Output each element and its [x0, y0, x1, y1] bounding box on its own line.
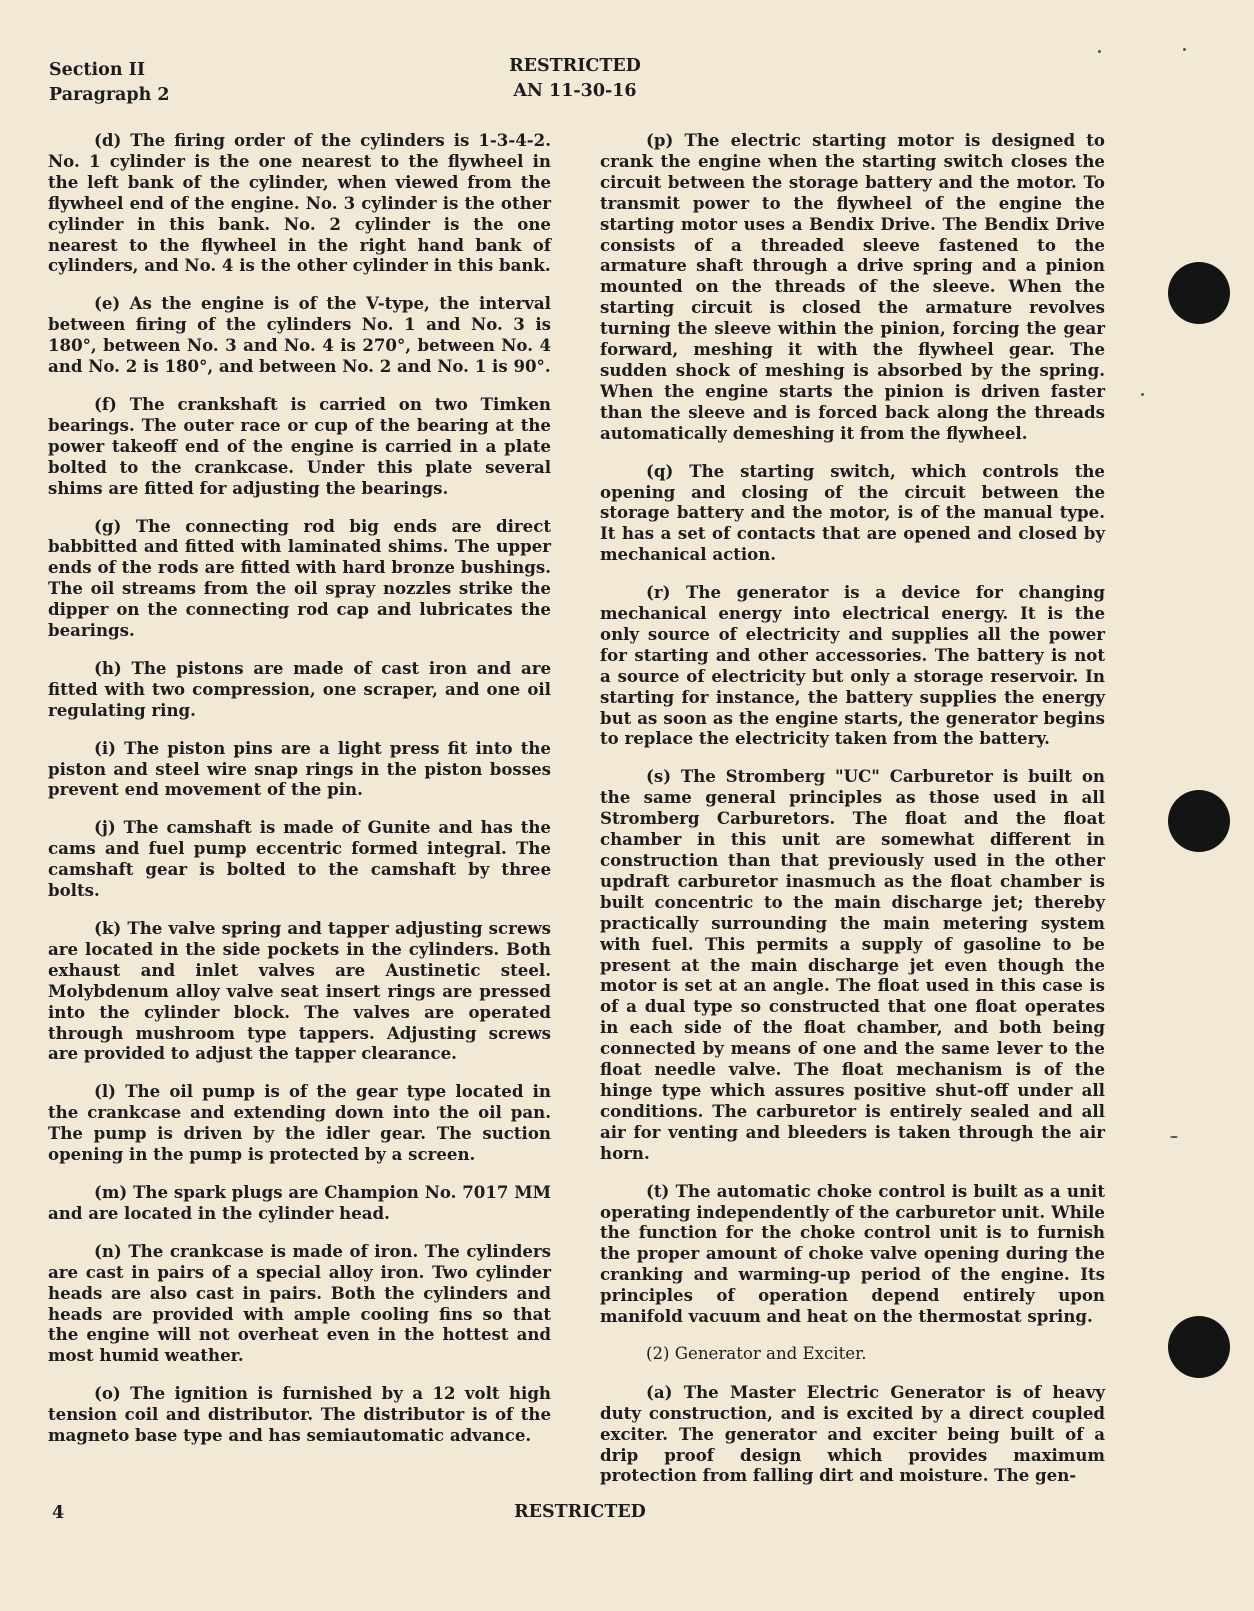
paragraph-h: (h) The pistons are made of cast iron and are fitted with two compression, one scraper, and one oil regulating ring. — [48, 657, 551, 720]
paragraph-g: (g) The connecting rod big ends are direct babbitted and fitted with laminated shims. The upper ends of the rods are fitted with hard bronze bushings. The oil streams from the oil spray nozzles strike the dipper on the connecting rod cap and lubricates the bearings. — [48, 515, 551, 641]
section-title: Section II — [49, 60, 146, 80]
binder-hole-top — [1168, 262, 1230, 324]
subheading-generator-exciter: (2) Generator and Exciter. — [646, 1343, 867, 1363]
binder-hole-bottom — [1168, 1316, 1230, 1378]
left-column — [48, 130, 551, 1463]
paragraph-q: (q) The starting switch, which controls the opening and closing of the circuit between the storage battery and the motor, is of the manual type. It has a set of contacts that are opened and closed by mechanical action. — [600, 460, 1105, 565]
paragraph-o: (o) The ignition is furnished by a 12 volt high tension coil and distributor. The distributor is of the magneto base type and has semiautomatic advance. — [48, 1383, 551, 1446]
paragraph-p: (p) The electric starting motor is designed to crank the engine when the starting switch closes the circuit between the storage battery and the motor. To transmit power to the flywheel of the engine the starting motor uses a Bendix Drive. The Bendix Drive consists of a threaded sleeve fastened to the armature shaft through a drive spring and a pinion mounted on the threads of the sleeve. When the starting circuit is closed the armature revolves turning the sleeve within the pinion, forcing the gear forward, meshing it with the flywheel gear. The sudden shock of meshing is absorbed by the spring. When the engine starts the pinion is driven faster than the sleeve and is forced back along the threads automatically demeshing it from the flywheel. — [600, 130, 1105, 443]
paragraph-k: (k) The valve spring and tapper adjusting screws are located in the side pockets in the cylinders. Both exhaust and inlet valves are Austinetic steel. Molybdenum alloy valve seat insert rings are pressed into the cylinder block. The valves are operated through mushroom type tappers. Adjusting screws are provided to adjust the tapper clearance. — [48, 918, 551, 1064]
paragraph-j: (j) The camshaft is made of Gunite and has the cams and fuel pump eccentric formed integral. The camshaft gear is bolted to the camshaft by three bolts. — [48, 817, 551, 901]
paper-speck — [1183, 48, 1186, 51]
paragraph-t: (t) The automatic choke control is built as a unit operating independently of the carburetor unit. While the function for the choke control unit is to furnish the proper amount of choke valve opening during the cranking and warming-up period of the engine. Its principles of operation depend entirely upon manifold vacuum and heat on the thermostat spring. — [600, 1180, 1105, 1327]
header-classification — [0, 54, 1150, 104]
binder-hole-middle — [1168, 790, 1230, 852]
right-column — [600, 130, 1105, 1503]
paper-speck — [1098, 50, 1101, 53]
paragraph-2a: (a) The Master Electric Generator is of heavy duty construction, and is excited by a direct coupled exciter. The generator and exciter being built of a drip proof design which provides maximum protection from falling dirt and moisture. The gen- — [600, 1381, 1105, 1486]
paragraph-d: (d) The firing order of the cylinders is 1-3-4-2. No. 1 cylinder is the one nearest to the flywheel in the left bank of the cylinder, when viewed from the flywheel end of the engine. No. 3 cylinder is the other cylinder in this bank. No. 2 cylinder is the one nearest to the flywheel in the right hand bank of cylinders, and No. 4 is the other cylinder in this bank. — [48, 130, 551, 276]
footer-classification: RESTRICTED — [514, 1502, 646, 1522]
paragraph-f: (f) The crankshaft is carried on two Timken bearings. The outer race or cup of the bearing at the power takeoff end of the engine is carried in a plate bolted to the crankcase. Under this plate several shims are fitted for adjusting the bearings. — [48, 393, 551, 498]
paragraph-e: (e) As the engine is of the V-type, the interval between firing of the cylinders No. 1 and No. 3 is 180°, between No. 3 and No. 4 is 270°, between No. 4 and No. 2 is 180°, and between No. 2 and No. 1 is 90°. — [48, 293, 551, 377]
paragraph-i: (i) The piston pins are a light press fit into the piston and steel wire snap rings in the piston bosses prevent end movement of the pin. — [48, 737, 551, 800]
document-number: AN 11-30-16 — [513, 81, 637, 101]
paper-speck — [1141, 393, 1144, 396]
classification-top: RESTRICTED — [509, 56, 641, 76]
page-number: 4 — [52, 1503, 65, 1523]
paragraph-l: (l) The oil pump is of the gear type located in the crankcase and extending down into the oil pan. The pump is driven by the idler gear. The suction opening in the pump is protected by a screen. — [48, 1081, 551, 1165]
paragraph-m: (m) The spark plugs are Champion No. 7017 MM and are located in the cylinder head. — [48, 1181, 551, 1223]
paper-speck — [1170, 1136, 1178, 1138]
paragraph-title: Paragraph 2 — [49, 85, 170, 105]
paragraph-n: (n) The crankcase is made of iron. The cylinders are cast in pairs of a special alloy iron. Two cylinder heads are also cast in pairs. Both the cylinders and heads are provided with ample cooling fins so that the engine will not overheat even in the hottest and most humid weather. — [48, 1240, 551, 1366]
paragraph-s: (s) The Stromberg "UC" Carburetor is built on the same general principles as those used in all Stromberg Carburetors. The float and the float chamber in this unit are somewhat different in construction than that previously used in the other updraft carburetor inasmuch as the float chamber is built concentric to the main discharge jet; thereby practically surrounding the main metering system with fuel. This permits a supply of gasoline to be present at the main discharge jet even though the motor is set at an angle. The float used in this case is of a dual type so constructed that one float operates in each side of the float chamber, and both being connected by means of one and the same lever to the float needle valve. The float mechanism is of the hinge type which assures positive shut-off under all conditions. The carburetor is entirely sealed and all air for venting and bleeders is taken through the air horn. — [600, 766, 1105, 1163]
paragraph-r: (r) The generator is a device for changing mechanical energy into electrical energy. It is the only source of electricity and supplies all the power for starting and other accessories. The battery is not a source of electricity but only a storage reservoir. In starting for instance, the battery supplies the energy but as soon as the engine starts, the generator begins to replace the electricity taken from the battery. — [600, 582, 1105, 749]
